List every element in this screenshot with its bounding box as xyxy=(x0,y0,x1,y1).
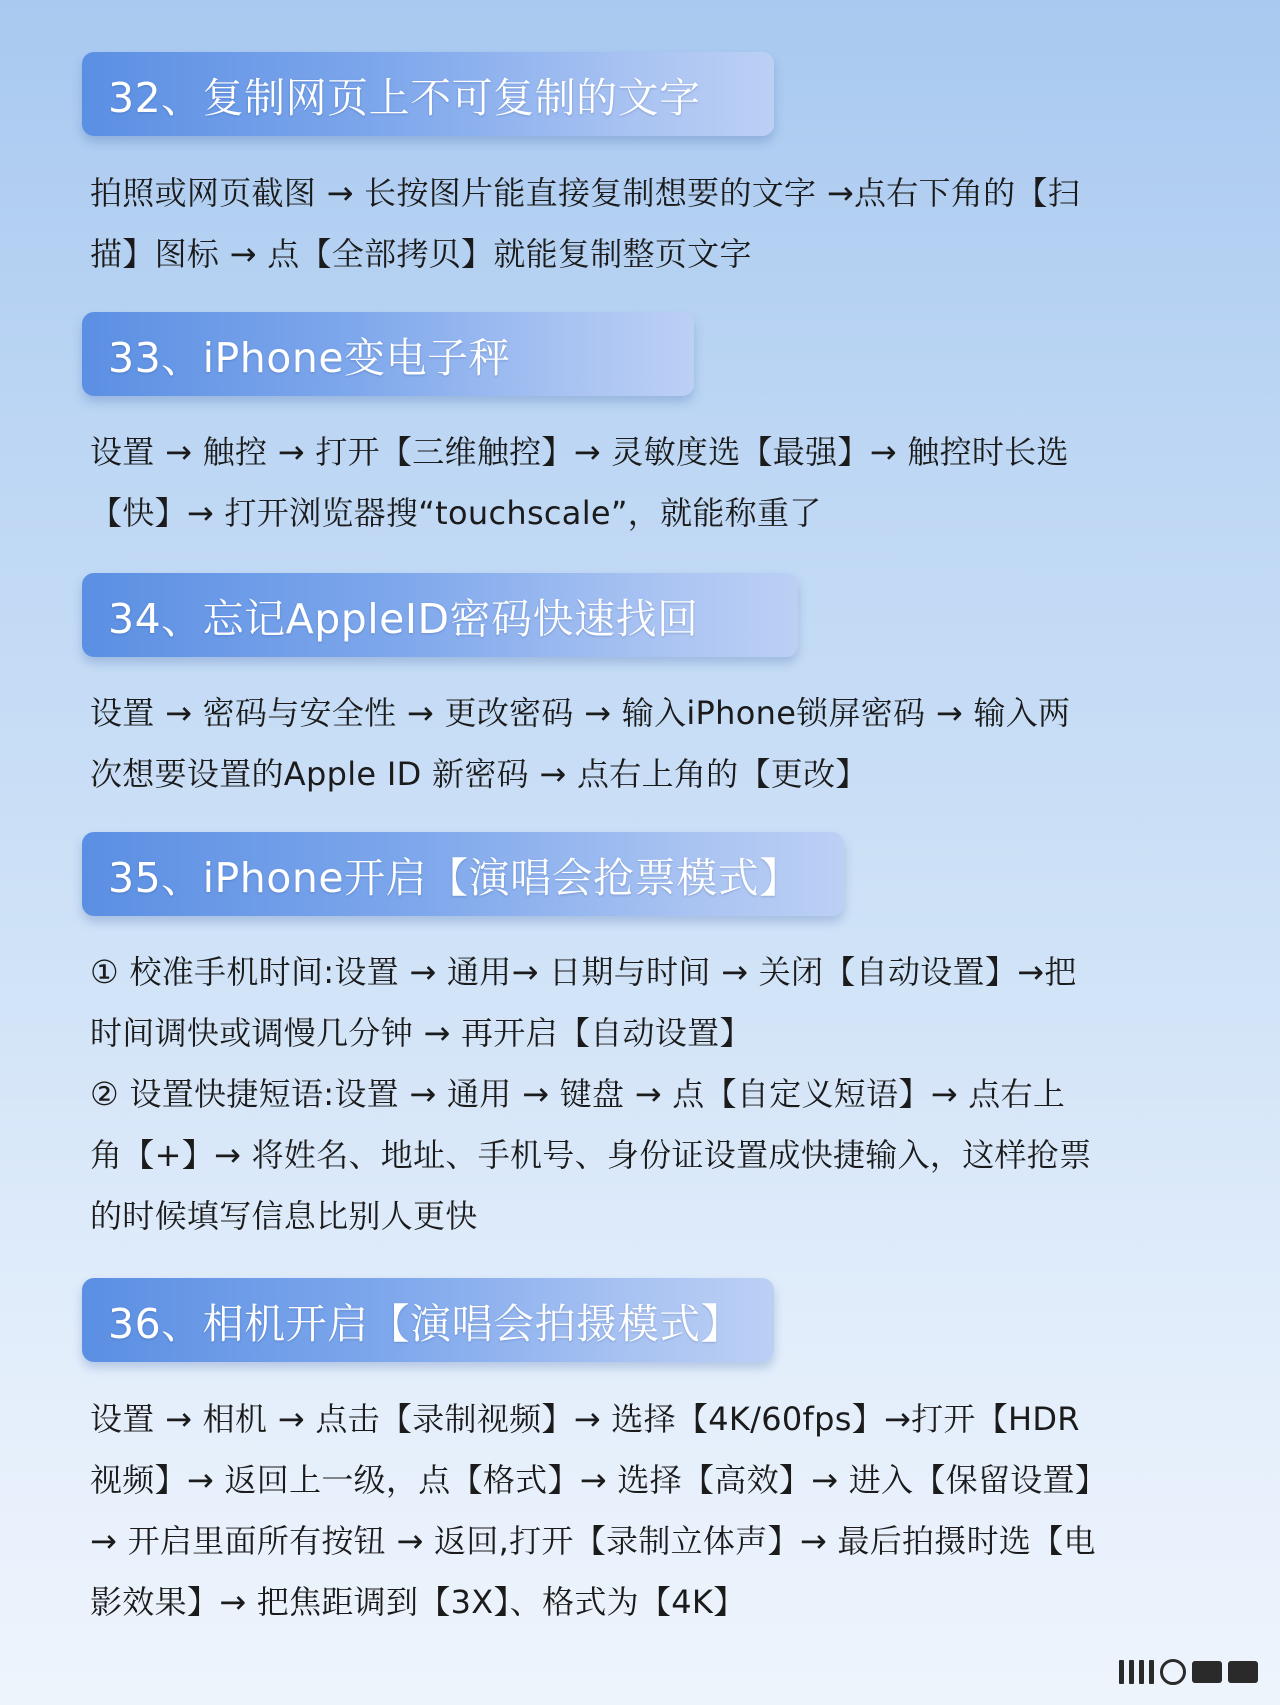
body-line: 描】图标 → 点【全部拷贝】就能复制整页文字 xyxy=(90,235,752,273)
body-line: 影效果】→ 把焦距调到【3X】、格式为【4K】 xyxy=(90,1583,746,1621)
section-body-34 xyxy=(90,683,1190,805)
body-line: 设置 → 相机 → 点击【录制视频】→ 选择【4K/60fps】→打开【HDR xyxy=(90,1400,1080,1438)
body-line: 时间调快或调慢几分钟 → 再开启【自动设置】 xyxy=(90,1014,752,1052)
section-header-36 xyxy=(82,1278,774,1362)
section-title: 33、iPhone变电子秤 xyxy=(108,333,511,382)
body-line: 的时候填写信息比别人更快 xyxy=(90,1197,478,1235)
section-body-36 xyxy=(90,1389,1190,1633)
body-line: 角【+】→ 将姓名、地址、手机号、身份证设置成快捷输入，这样抢票 xyxy=(90,1136,1092,1174)
section-body-35 xyxy=(90,942,1190,1247)
body-line: 【快】→ 打开浏览器搜“touchscale”，就能称重了 xyxy=(90,494,822,532)
section-title: 36、相机开启【演唱会拍摄模式】 xyxy=(108,1299,743,1348)
section-body-32 xyxy=(90,163,1190,285)
watermark-block-icon xyxy=(1192,1661,1222,1683)
body-line: 拍照或网页截图 → 长按图片能直接复制想要的文字 →点右下角的【扫 xyxy=(90,174,1081,212)
section-title: 34、忘记AppleID密码快速找回 xyxy=(108,594,699,643)
body-line: → 开启里面所有按钮 → 返回,打开【录制立体声】→ 最后拍摄时选【电 xyxy=(90,1522,1096,1560)
watermark-block-icon xyxy=(1228,1661,1258,1683)
section-header-34 xyxy=(82,573,798,657)
section-title: 32、复制网页上不可复制的文字 xyxy=(108,73,701,122)
section-title: 35、iPhone开启【演唱会抢票模式】 xyxy=(108,853,801,902)
body-line: 设置 → 触控 → 打开【三维触控】→ 灵敏度选【最强】→ 触控时长选 xyxy=(90,433,1069,471)
watermark-logo xyxy=(1119,1659,1258,1685)
watermark-bars-icon xyxy=(1119,1660,1154,1684)
body-line: ① 校准手机时间:设置 → 通用→ 日期与时间 → 关闭【自动设置】→把 xyxy=(90,953,1077,991)
body-line: 视频】→ 返回上一级，点【格式】→ 选择【高效】→ 进入【保留设置】 xyxy=(90,1461,1108,1499)
body-line: 次想要设置的Apple ID 新密码 → 点右上角的【更改】 xyxy=(90,755,868,793)
section-header-35 xyxy=(82,832,844,916)
body-line: ② 设置快捷短语:设置 → 通用 → 键盘 → 点【自定义短语】→ 点右上 xyxy=(90,1075,1066,1113)
watermark-circle-icon xyxy=(1160,1659,1186,1685)
body-line: 设置 → 密码与安全性 → 更改密码 → 输入iPhone锁屏密码 → 输入两 xyxy=(90,694,1071,732)
section-header-33 xyxy=(82,312,694,396)
section-header-32 xyxy=(82,52,774,136)
section-body-33 xyxy=(90,422,1190,544)
